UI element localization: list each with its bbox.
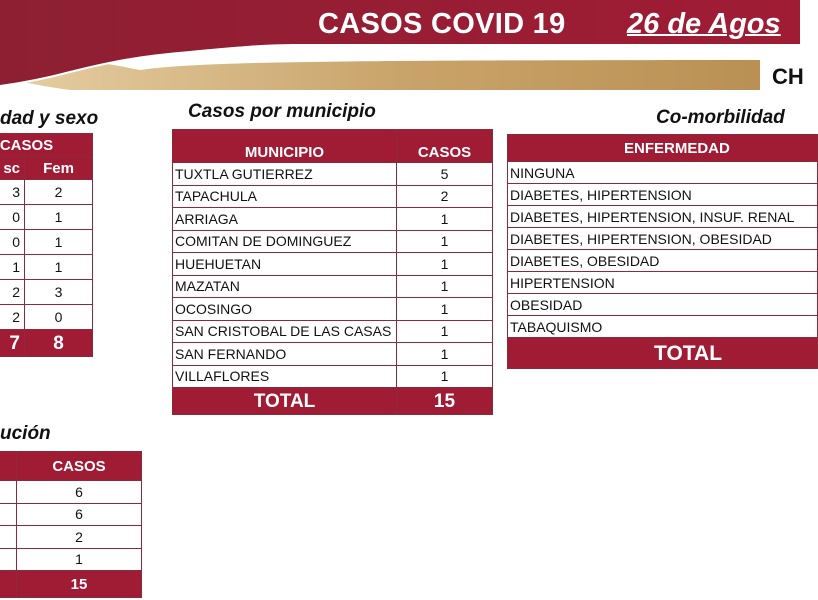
header-banner [0,0,804,100]
table-row [173,230,493,253]
evolution-cases-header: CASOS [17,452,142,481]
fem-cell: 2 [25,180,93,205]
enfermedad-cell: DIABETES, OBESIDAD [508,250,818,272]
municipio-cases-cell: 1 [397,208,493,231]
table-row [0,230,93,255]
table-row [173,320,493,343]
banner-title: CASOS COVID 19 [318,8,566,40]
enfermedad-cell: DIABETES, HIPERTENSION [508,184,818,206]
masc-cell: 1 [0,255,25,280]
municipio-cases-cell: 2 [397,185,493,208]
comorbidity-table [507,134,818,369]
municipio-name-cell: OCOSINGO [173,298,397,321]
municipio-cases-cell: 1 [397,253,493,276]
table-row [173,185,493,208]
table-row [508,162,818,184]
table-row [173,163,493,186]
fem-cell: 1 [25,205,93,230]
municipio-name-cell: TUXTLA GUTIERREZ [173,163,397,186]
municipio-name-cell: COMITAN DE DOMINGUEZ [173,230,397,253]
municipio-cases-header: CASOS [397,130,493,163]
table-row [173,343,493,366]
evolution-table [0,451,142,598]
table-row [173,208,493,231]
evolution-cases-cell: 1 [17,548,142,571]
table-row [0,255,93,280]
comorbidity-total-label: TOTAL [508,338,818,369]
table-row [0,526,142,549]
table-row [508,316,818,338]
municipio-table [172,129,493,415]
sex-table [0,133,93,357]
banner-date: 26 de Agos [627,8,781,40]
masc-cell: 2 [0,280,25,305]
municipio-cases-cell: 1 [397,230,493,253]
enfermedad-header: ENFERMEDAD [508,135,818,162]
municipio-cases-cell: 1 [397,298,493,321]
masc-cell: 0 [0,230,25,255]
table-row [173,275,493,298]
municipio-cases-cell: 5 [397,163,493,186]
table-row [0,305,93,330]
enfermedad-cell: TABAQUISMO [508,316,818,338]
masc-header: sc [0,157,25,180]
fem-cell: 0 [25,305,93,330]
evolution-label-cell [0,526,17,549]
sex-cases-header: CASOS [0,134,93,157]
table-row [508,184,818,206]
table-row [0,280,93,305]
banner-state-label: CH [772,64,804,89]
table-row [173,365,493,388]
municipio-name-cell: SAN CRISTOBAL DE LAS CASAS [173,320,397,343]
municipio-name-cell: SAN FERNANDO [173,343,397,366]
municipio-name-cell: VILLAFLORES [173,365,397,388]
municipio-cases-cell: 1 [397,320,493,343]
table-row [0,548,142,571]
sex-total-fem: 8 [25,330,93,357]
table-row [508,206,818,228]
masc-cell: 0 [0,205,25,230]
sex-table-title: dad y sexo [0,108,99,129]
municipio-cases-cell: 1 [397,343,493,366]
table-row [0,180,93,205]
enfermedad-cell: HIPERTENSION [508,272,818,294]
evolution-label-cell [0,548,17,571]
municipio-total-label: TOTAL [173,388,397,415]
sex-table-body [0,180,93,330]
table-row [173,253,493,276]
sex-total-masc: 7 [0,330,25,357]
table-row [173,298,493,321]
evolution-blank-header [0,452,17,481]
evolution-cases-cell: 6 [17,481,142,504]
municipio-cases-cell: 1 [397,365,493,388]
fem-cell: 1 [25,255,93,280]
evolution-total-value: 15 [17,571,142,598]
municipio-header: MUNICIPIO [173,130,397,163]
evolution-table-title: ución [0,423,51,444]
municipio-name-cell: ARRIAGA [173,208,397,231]
enfermedad-cell: NINGUNA [508,162,818,184]
municipio-name-cell: HUEHUETAN [173,253,397,276]
evolution-label-cell [0,481,17,504]
comorbidity-table-title: Co-morbilidad [656,107,785,128]
table-row [0,481,142,504]
evolution-cases-cell: 2 [17,526,142,549]
municipio-total-value: 15 [397,388,493,415]
table-row [508,228,818,250]
municipio-table-title: Casos por municipio [188,101,376,122]
municipio-name-cell: TAPACHULA [173,185,397,208]
table-row [0,205,93,230]
evolution-label-cell [0,503,17,526]
fem-header: Fem [25,157,93,180]
table-row [508,294,818,316]
evolution-cases-cell: 6 [17,503,142,526]
masc-cell: 2 [0,305,25,330]
municipio-table-body [173,163,493,388]
table-row [508,272,818,294]
fem-cell: 3 [25,280,93,305]
municipio-cases-cell: 1 [397,275,493,298]
enfermedad-cell: DIABETES, HIPERTENSION, OBESIDAD [508,228,818,250]
enfermedad-cell: OBESIDAD [508,294,818,316]
masc-cell: 3 [0,180,25,205]
table-row [508,250,818,272]
fem-cell: 1 [25,230,93,255]
enfermedad-cell: DIABETES, HIPERTENSION, INSUF. RENAL [508,206,818,228]
comorbidity-table-body [508,162,818,338]
evolution-table-body [0,481,142,571]
table-row [0,503,142,526]
evolution-total-blank [0,571,17,598]
municipio-name-cell: MAZATAN [173,275,397,298]
